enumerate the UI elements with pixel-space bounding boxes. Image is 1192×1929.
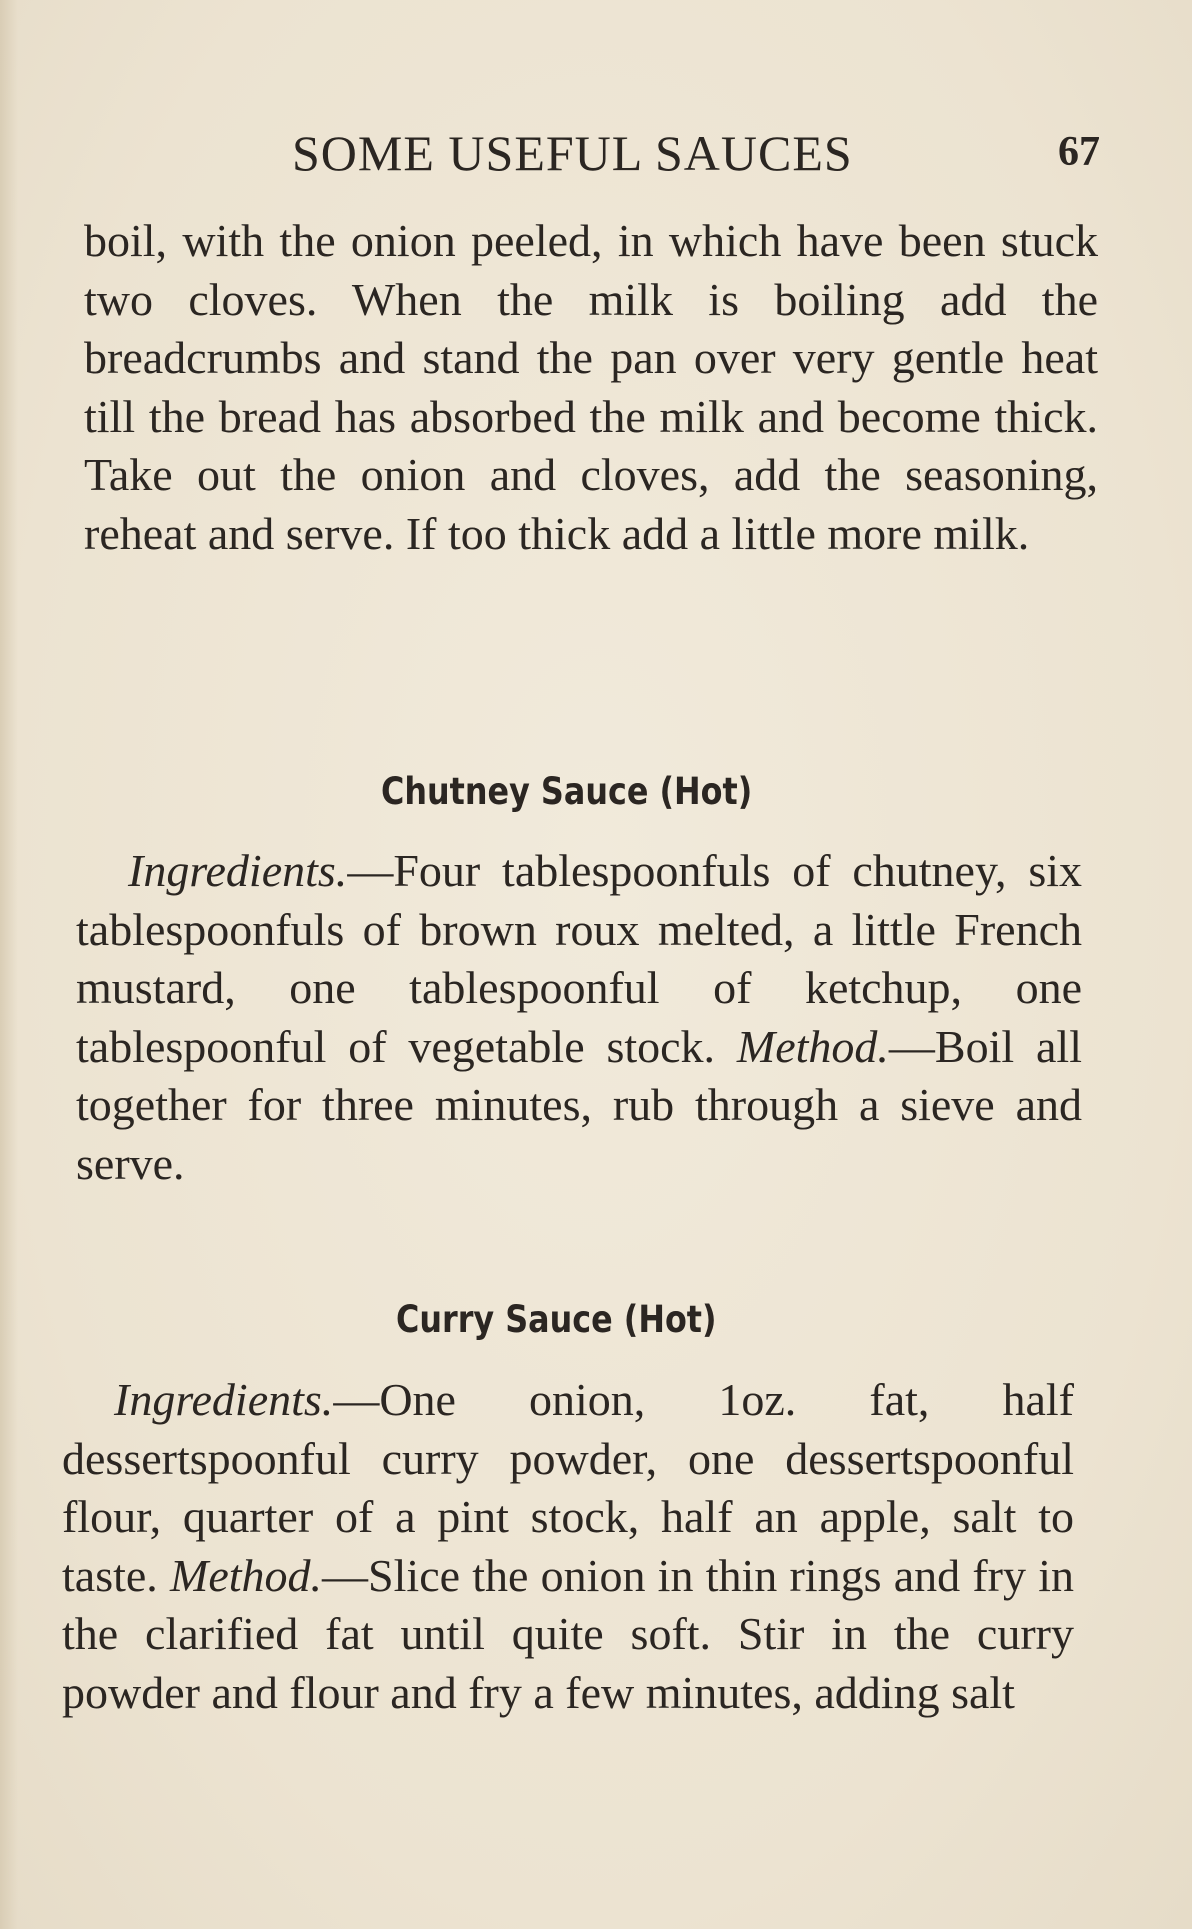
running-header	[82, 124, 1100, 184]
method-text: —Boil all together for three minutes, rub through a sieve and serve.	[76, 1020, 1082, 1189]
recipe-body-chutney	[76, 842, 1082, 1193]
ingredients-text: —Four tablespoonfuls of chutney, six tablespoonfuls of brown roux melted, a little French mustard, one tablespoonful of ketchup, one tablespoonful of vegetable stock.	[76, 845, 1082, 1072]
recipe-paragraph	[76, 842, 1082, 1193]
recipe-paragraph	[62, 1371, 1074, 1722]
ingredients-label: Ingredients.	[128, 845, 348, 896]
continuation-paragraph-block	[84, 212, 1098, 563]
method-label: Method.	[736, 1020, 889, 1072]
method-label: Method.	[170, 1549, 323, 1601]
recipe-body-curry	[62, 1371, 1074, 1722]
page-edge-shadow	[0, 0, 18, 1929]
ingredients-label: Ingredients.	[114, 1374, 334, 1425]
running-title: SOME USEFUL SAUCES	[292, 125, 853, 181]
continuation-paragraph: boil, with the onion peeled, in which have been stuck two cloves. When the milk is boiling add the breadcrumbs and stand the pan over very gentle heat till the bread has absorbed the milk and become thick. Take out the onion and cloves, add the seasoning, reheat and serve. If too thick add a little more milk.	[84, 215, 1098, 559]
page-number: 67	[1058, 129, 1100, 175]
ingredients-text: —One onion, 1oz. fat, half dessertspoonful curry powder, one dessertspoonful flour, quarter of a pint stock, half an apple, salt to taste.	[62, 1374, 1074, 1601]
recipe-heading-curry: Curry Sauce (Hot)	[396, 1298, 717, 1341]
recipe-heading-chutney: Chutney Sauce (Hot)	[381, 770, 753, 813]
method-text: —Slice the onion in thin rings and fry in the clarified fat until quite soft. Stir in the curry powder and flour and fry a few minutes, adding salt	[62, 1549, 1074, 1718]
